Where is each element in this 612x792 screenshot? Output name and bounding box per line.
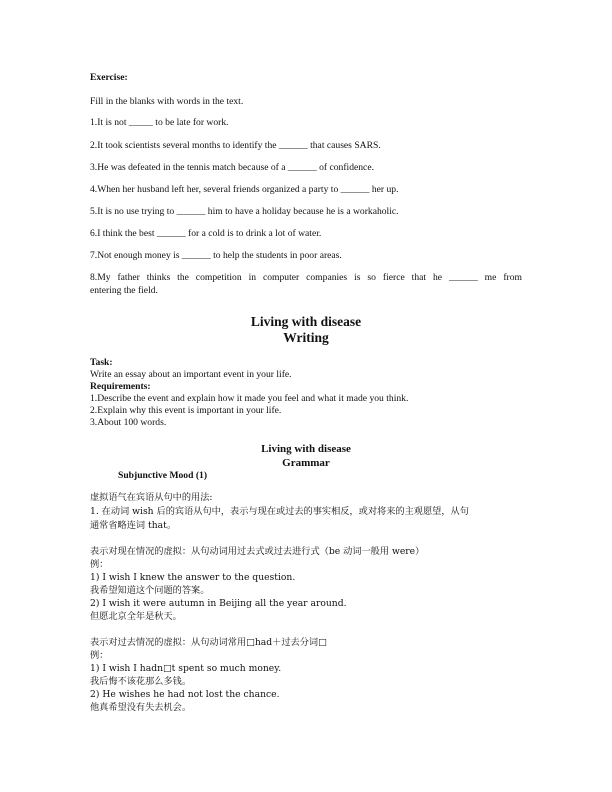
exercise-item-8-line2: entering the field.: [90, 285, 158, 296]
grammar-point1-line1: 1. 在动词 wish 后的宾语从句中，表示与现在或过去的事实相反，或对将来的主观愿望，从句: [90, 506, 469, 517]
past-example-zh: 他真希望没有失去机会。: [90, 702, 192, 713]
exercise-item: 3.He was defeated in the tennis match because of a ______ of confidence.: [90, 162, 374, 173]
exercise-heading: Exercise:: [90, 72, 128, 83]
requirement-item: 1.Describe the event and explain how it made you feel and what it made you think.: [90, 393, 409, 404]
writing-subtitle: Writing: [283, 330, 329, 345]
present-example-en: 1) I wish I knew the answer to the question.: [90, 572, 296, 583]
task-label: Task:: [90, 357, 113, 368]
exercise-item: 5.It is no use trying to ______ him to have a holiday because he is a workaholic.: [90, 206, 399, 217]
grammar-subtitle: Grammar: [282, 457, 330, 469]
requirement-item: 3.About 100 words.: [90, 417, 167, 428]
exercise-item: 6.I think the best ______ for a cold is to drink a lot of water.: [90, 228, 322, 239]
requirement-item: 2.Explain why this event is important in your life.: [90, 405, 282, 416]
past-rule: 表示对过去情况的虚拟：从句动词常用□had＋过去分词□: [90, 637, 327, 648]
exercise-item: 4.When her husband left her, several friends organized a party to ______ her up.: [90, 184, 399, 195]
past-example-label: 例：: [90, 650, 109, 661]
exercise-instruction: Fill in the blanks with words in the text.: [90, 96, 244, 107]
grammar-point1-line2: 通常省略连词 that。: [90, 520, 177, 531]
present-rule: 表示对现在情况的虚拟：从句动词用过去式或过去进行式（be 动词一般用 were）: [90, 546, 425, 557]
requirements-label: Requirements:: [90, 381, 151, 392]
present-example-label: 例：: [90, 559, 109, 570]
present-example-en: 2) I wish it were autumn in Beijing all the year around.: [90, 598, 347, 609]
present-example-zh: 但愿北京全年是秋天。: [90, 611, 182, 622]
exercise-item: 7.Not enough money is ______ to help the students in poor areas.: [90, 250, 342, 261]
past-example-en: 1) I wish I hadn□t spent so much money.: [90, 663, 282, 674]
exercise-item: 2.It took scientists several months to identify the ______ that causes SARS.: [90, 140, 381, 151]
present-example-zh: 我希望知道这个问题的答案。: [90, 585, 210, 596]
grammar-title: Living with disease: [261, 443, 351, 455]
exercise-item: 1.It is not _____ to be late for work.: [90, 117, 229, 128]
task-text: Write an essay about an important event in your life.: [90, 369, 292, 380]
exercise-item-8-line1: 8.My father thinks the competition in computer companies is so fierce that he ______ me from: [90, 272, 522, 283]
past-example-zh: 我后悔不该花那么多钱。: [90, 676, 192, 687]
writing-title: Living with disease: [250, 314, 362, 329]
grammar-topic: Subjunctive Mood (1): [118, 470, 208, 481]
grammar-intro: 虚拟语气在宾语从句中的用法:: [90, 492, 213, 503]
past-example-en: 2) He wishes he had not lost the chance.: [90, 689, 280, 700]
